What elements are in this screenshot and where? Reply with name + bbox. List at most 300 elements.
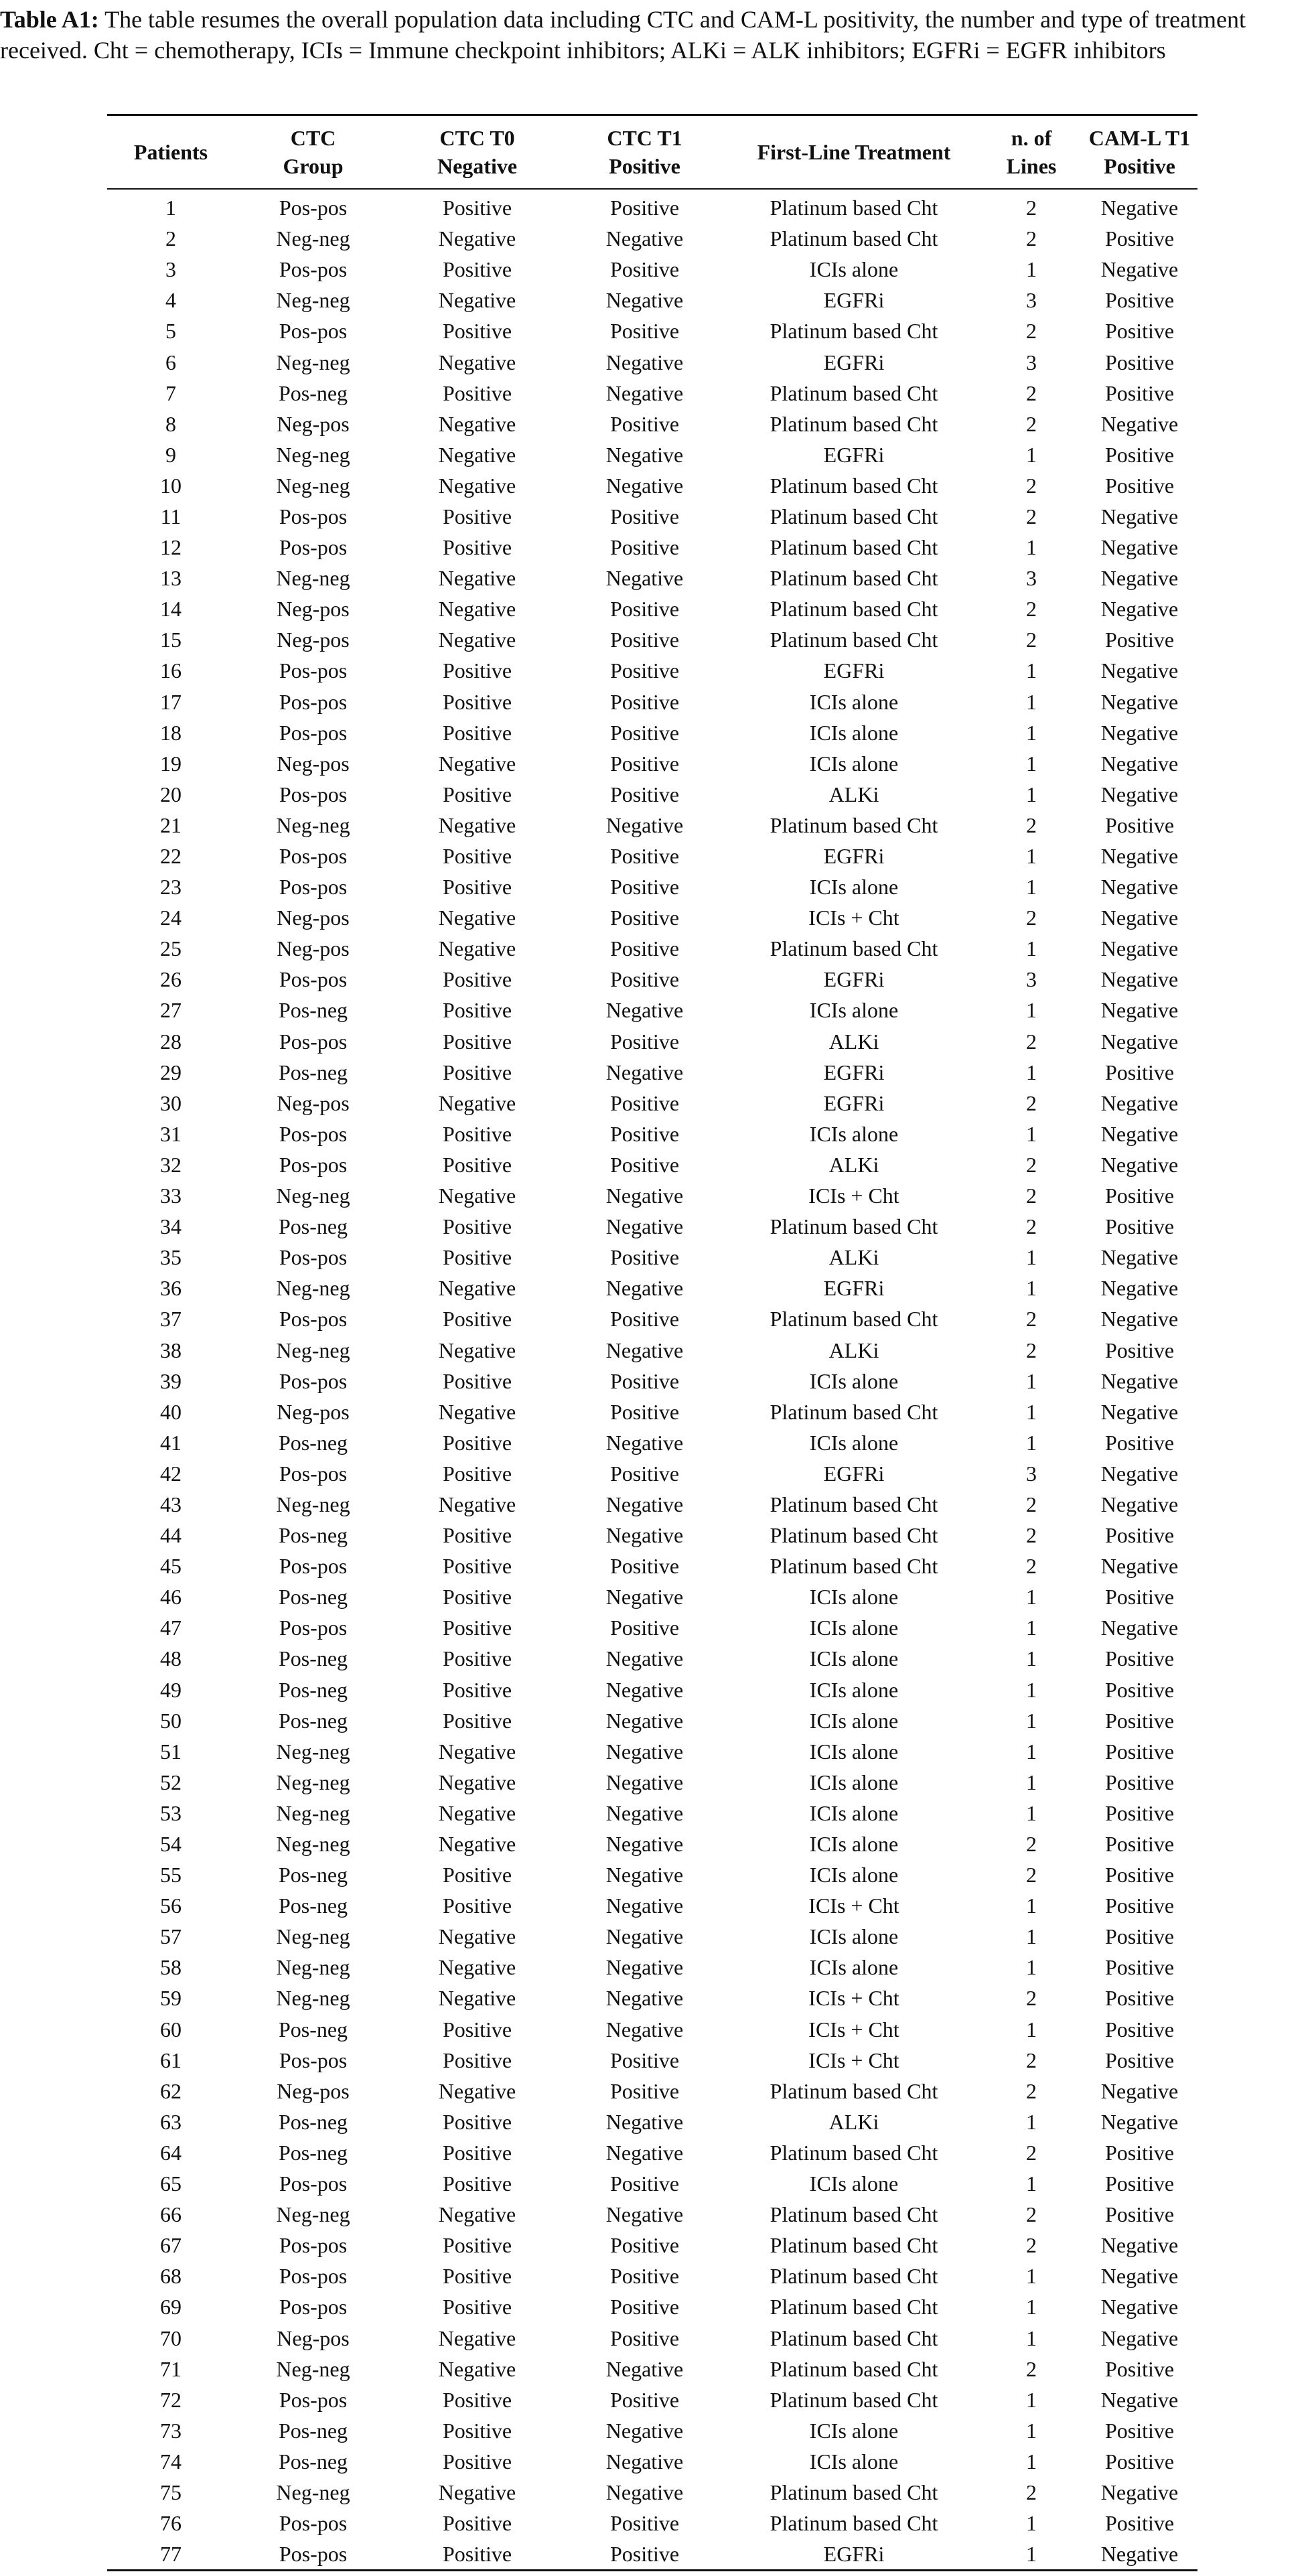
cell-first-line-treatment: Platinum based Cht	[770, 2480, 938, 2504]
cell-n-of-lines: 2	[1026, 1832, 1037, 1857]
header-line: CTC T0	[439, 126, 515, 150]
cell-patients: 8	[165, 411, 176, 436]
cell-caml-t1: Negative	[1100, 906, 1179, 930]
cell-ctc-group: Neg-neg	[276, 1770, 350, 1794]
cell-caml-t1: Negative	[1100, 782, 1179, 806]
cell-n-of-lines: 1	[1026, 1368, 1037, 1393]
table-row	[107, 2106, 1197, 2137]
cell-n-of-lines: 1	[1026, 1276, 1037, 1301]
cell-patients: 67	[160, 2233, 181, 2258]
cell-ctc-group: Pos-pos	[279, 782, 348, 806]
cell-ctc-group: Neg-pos	[277, 597, 350, 622]
cell-first-line-treatment: Platinum based Cht	[770, 226, 938, 251]
cell-first-line-treatment: ICIs alone	[809, 1616, 899, 1640]
cell-ctc-t0: Positive	[442, 1121, 512, 1146]
cell-n-of-lines: 2	[1026, 1863, 1037, 1887]
cell-first-line-treatment: ICIs alone	[809, 1121, 899, 1146]
cell-first-line-treatment: Platinum based Cht	[770, 535, 938, 560]
cell-ctc-group: Pos-pos	[279, 2542, 348, 2567]
cell-caml-t1: Positive	[1104, 2356, 1175, 2381]
cell-patients: 53	[160, 1800, 181, 1825]
cell-ctc-t0: Positive	[442, 1245, 512, 1270]
cell-ctc-group: Neg-neg	[276, 1986, 350, 2011]
cell-n-of-lines: 1	[1026, 720, 1037, 745]
cell-ctc-group: Pos-pos	[279, 196, 348, 220]
cell-patients: 64	[160, 2140, 181, 2165]
cell-patients: 27	[160, 998, 181, 1023]
table-body	[107, 189, 1197, 2571]
cell-caml-t1: Positive	[1104, 812, 1175, 837]
cell-ctc-t0: Positive	[442, 2264, 512, 2289]
cell-caml-t1: Positive	[1104, 1924, 1175, 1949]
cell-ctc-t0: Negative	[438, 906, 516, 930]
table-row	[107, 2322, 1197, 2353]
cell-ctc-group: Neg-neg	[276, 473, 350, 498]
cell-first-line-treatment: Platinum based Cht	[770, 2264, 938, 2289]
cell-ctc-group: Pos-pos	[279, 689, 348, 714]
cell-patients: 66	[160, 2202, 181, 2227]
cell-n-of-lines: 2	[1026, 628, 1037, 652]
cell-first-line-treatment: ICIs alone	[809, 689, 899, 714]
cell-first-line-treatment: ICIs alone	[809, 2449, 899, 2474]
cell-ctc-group: Pos-neg	[278, 1585, 348, 1609]
cell-ctc-t1: Positive	[609, 844, 680, 869]
cell-n-of-lines: 2	[1026, 2048, 1037, 2072]
cell-n-of-lines: 1	[1026, 2511, 1037, 2536]
cell-ctc-t0: Negative	[438, 288, 516, 313]
cell-ctc-group: Pos-pos	[279, 319, 348, 344]
table-row	[107, 501, 1197, 532]
cell-first-line-treatment: ICIs + Cht	[808, 906, 899, 930]
cell-ctc-t0: Negative	[438, 936, 516, 961]
cell-n-of-lines: 1	[1026, 844, 1037, 869]
header-line: Patients	[133, 140, 208, 164]
cell-ctc-group: Pos-pos	[279, 1152, 348, 1177]
cell-first-line-treatment: EGFRi	[823, 350, 885, 374]
cell-first-line-treatment: Platinum based Cht	[770, 628, 938, 652]
cell-ctc-t0: Negative	[438, 350, 516, 374]
cell-ctc-t1: Negative	[605, 2356, 684, 2381]
cell-ctc-group: Pos-pos	[279, 2295, 348, 2319]
cell-n-of-lines: 2	[1026, 1338, 1037, 1362]
cell-ctc-group: Pos-neg	[278, 1214, 348, 1239]
cell-n-of-lines: 1	[1026, 1121, 1037, 1146]
cell-patients: 68	[160, 2264, 181, 2289]
cell-n-of-lines: 1	[1026, 2325, 1037, 2350]
cell-patients: 38	[160, 1338, 181, 1362]
cell-first-line-treatment: Platinum based Cht	[770, 411, 938, 436]
cell-ctc-group: Neg-neg	[276, 1492, 350, 1516]
cell-first-line-treatment: ICIs alone	[809, 1924, 899, 1949]
cell-ctc-t0: Positive	[442, 1677, 512, 1702]
cell-caml-t1: Negative	[1100, 998, 1179, 1023]
cell-first-line-treatment: ICIs alone	[809, 1677, 899, 1702]
cell-patients: 20	[160, 782, 181, 806]
table-row	[107, 1581, 1197, 1612]
cell-n-of-lines: 1	[1026, 257, 1037, 282]
cell-ctc-group: Pos-pos	[279, 1307, 348, 1332]
cell-ctc-group: Pos-pos	[279, 2511, 348, 2536]
cell-ctc-t0: Negative	[438, 2202, 516, 2227]
cell-ctc-t1: Positive	[609, 1152, 680, 1177]
cell-ctc-t0: Negative	[438, 1338, 516, 1362]
cell-ctc-t1: Positive	[609, 1029, 680, 1054]
cell-ctc-t1: Negative	[605, 350, 684, 374]
cell-ctc-t1: Negative	[605, 2418, 684, 2443]
cell-n-of-lines: 2	[1026, 1090, 1037, 1115]
table-row	[107, 871, 1197, 902]
cell-ctc-t1: Negative	[605, 1523, 684, 1548]
cell-ctc-t0: Negative	[438, 2356, 516, 2381]
cell-ctc-t0: Positive	[442, 1060, 512, 1084]
cell-ctc-group: Neg-neg	[276, 566, 350, 591]
cell-ctc-t0: Negative	[438, 1986, 516, 2011]
cell-n-of-lines: 1	[1026, 2449, 1037, 2474]
cell-ctc-t1: Positive	[609, 597, 680, 622]
cell-ctc-t0: Negative	[438, 628, 516, 652]
cell-ctc-t1: Positive	[609, 1554, 680, 1579]
table-row	[107, 470, 1197, 501]
cell-ctc-t1: Negative	[605, 442, 684, 467]
cell-patients: 48	[160, 1646, 181, 1671]
cell-patients: 18	[160, 720, 181, 745]
cell-ctc-t0: Positive	[442, 1430, 512, 1455]
cell-ctc-t0: Positive	[442, 196, 512, 220]
cell-n-of-lines: 2	[1026, 906, 1037, 930]
cell-n-of-lines: 1	[1026, 782, 1037, 806]
header-n-of-lines	[981, 115, 1082, 190]
cell-patients: 52	[160, 1770, 181, 1794]
cell-patients: 23	[160, 875, 181, 900]
cell-ctc-t0: Negative	[438, 1924, 516, 1949]
cell-ctc-group: Pos-pos	[279, 1121, 348, 1146]
cell-ctc-t1: Negative	[605, 1492, 684, 1516]
cell-ctc-t0: Positive	[442, 2295, 512, 2319]
cell-ctc-t1: Negative	[605, 1214, 684, 1239]
table-row	[107, 439, 1197, 470]
table-row	[107, 1242, 1197, 1273]
table-row	[107, 1180, 1197, 1211]
cell-ctc-group: Pos-pos	[279, 2048, 348, 2072]
cell-n-of-lines: 2	[1026, 1523, 1037, 1548]
cell-caml-t1: Negative	[1100, 2233, 1179, 2258]
cell-ctc-t0: Positive	[442, 319, 512, 344]
cell-patients: 70	[160, 2325, 181, 2350]
table-row	[107, 2384, 1197, 2415]
cell-first-line-treatment: EGFRi	[823, 288, 885, 313]
cell-first-line-treatment: ALKi	[828, 1029, 879, 1054]
cell-ctc-group: Neg-pos	[277, 411, 350, 436]
cell-n-of-lines: 2	[1026, 2202, 1037, 2227]
table-row	[107, 1798, 1197, 1829]
cell-patients: 62	[160, 2078, 181, 2103]
cell-n-of-lines: 2	[1026, 319, 1037, 344]
cell-caml-t1: Negative	[1100, 751, 1179, 776]
cell-caml-t1: Negative	[1100, 875, 1179, 900]
cell-ctc-t0: Positive	[442, 782, 512, 806]
cell-patients: 33	[160, 1184, 181, 1208]
header-line: Positive	[1104, 154, 1175, 178]
cell-caml-t1: Positive	[1104, 1585, 1175, 1609]
cell-first-line-treatment: Platinum based Cht	[770, 2078, 938, 2103]
table-row	[107, 593, 1197, 624]
table-row	[107, 2199, 1197, 2230]
cell-ctc-t1: Positive	[609, 1245, 680, 1270]
cell-n-of-lines: 1	[1026, 1646, 1037, 1671]
cell-caml-t1: Negative	[1100, 1276, 1179, 1301]
cell-patients: 21	[160, 812, 181, 837]
cell-patients: 17	[160, 689, 181, 714]
cell-ctc-t1: Negative	[605, 1986, 684, 2011]
cell-patients: 77	[160, 2542, 181, 2567]
cell-patients: 40	[160, 1399, 181, 1424]
cell-ctc-group: Neg-neg	[276, 1924, 350, 1949]
cell-caml-t1: Negative	[1100, 257, 1179, 282]
cell-caml-t1: Negative	[1100, 1616, 1179, 1640]
cell-patients: 32	[160, 1152, 181, 1177]
cell-patients: 44	[160, 1523, 181, 1548]
cell-patients: 15	[160, 628, 181, 652]
cell-caml-t1: Positive	[1104, 1523, 1175, 1548]
cell-n-of-lines: 1	[1026, 689, 1037, 714]
table-row	[107, 1273, 1197, 1303]
cell-ctc-t0: Positive	[442, 1029, 512, 1054]
cell-patients: 56	[160, 1893, 181, 1918]
cell-caml-t1: Negative	[1100, 658, 1179, 683]
cell-ctc-t0: Positive	[442, 2109, 512, 2134]
cell-first-line-treatment: Platinum based Cht	[770, 1523, 938, 1548]
cell-caml-t1: Positive	[1104, 2048, 1175, 2072]
cell-patients: 45	[160, 1554, 181, 1579]
cell-ctc-t1: Negative	[605, 1739, 684, 1764]
table-row	[107, 2446, 1197, 2477]
table-row	[107, 1427, 1197, 1458]
cell-ctc-group: Pos-pos	[279, 720, 348, 745]
cell-ctc-t1: Negative	[605, 2480, 684, 2504]
cell-ctc-t0: Positive	[442, 380, 512, 405]
cell-ctc-t1: Positive	[609, 2233, 680, 2258]
cell-ctc-t1: Negative	[605, 380, 684, 405]
cell-first-line-treatment: Platinum based Cht	[770, 2295, 938, 2319]
cell-ctc-t1: Positive	[609, 196, 680, 220]
cell-caml-t1: Positive	[1104, 1955, 1175, 1980]
table-row	[107, 1829, 1197, 1859]
cell-first-line-treatment: Platinum based Cht	[770, 2511, 938, 2536]
table-row	[107, 1119, 1197, 1149]
cell-ctc-t1: Positive	[609, 319, 680, 344]
header-line: CTC T1	[607, 126, 682, 150]
cell-ctc-group: Neg-pos	[277, 936, 350, 961]
cell-patients: 22	[160, 844, 181, 869]
cell-ctc-group: Neg-neg	[276, 2480, 350, 2504]
cell-n-of-lines: 2	[1026, 1184, 1037, 1208]
cell-ctc-t0: Negative	[438, 1800, 516, 1825]
cell-ctc-t0: Positive	[442, 1585, 512, 1609]
cell-ctc-t0: Negative	[438, 1090, 516, 1115]
cell-ctc-t1: Positive	[609, 2048, 680, 2072]
cell-ctc-t1: Positive	[609, 2511, 680, 2536]
cell-first-line-treatment: ICIs alone	[809, 1863, 899, 1887]
cell-ctc-group: Pos-pos	[279, 535, 348, 560]
cell-first-line-treatment: ALKi	[828, 1338, 879, 1362]
cell-first-line-treatment: ICIs alone	[809, 998, 899, 1023]
cell-ctc-t0: Positive	[442, 1461, 512, 1486]
cell-patients: 42	[160, 1461, 181, 1486]
header-ctc-group	[234, 115, 392, 190]
cell-first-line-treatment: ICIs alone	[809, 1800, 899, 1825]
caption-text: The table resumes the overall population data including CTC and CAM-L positivity, the number and type of treatment received. Cht = chemotherapy, ICIs = Immune checkpoint inhibitors; ALKi = ALK inhibitors; EGFRi = EGFR inhibitors	[0, 6, 1246, 64]
cell-n-of-lines: 3	[1026, 350, 1037, 374]
cell-ctc-group: Neg-neg	[276, 1832, 350, 1857]
cell-first-line-treatment: Platinum based Cht	[770, 1214, 938, 1239]
cell-n-of-lines: 2	[1026, 1029, 1037, 1054]
cell-ctc-t1: Positive	[609, 628, 680, 652]
table-row	[107, 2415, 1197, 2446]
header-line: n. of	[1011, 126, 1052, 150]
cell-ctc-t1: Negative	[605, 2202, 684, 2227]
table-row	[107, 1458, 1197, 1489]
cell-n-of-lines: 3	[1026, 566, 1037, 591]
cell-first-line-treatment: ICIs alone	[809, 1832, 899, 1857]
cell-ctc-t0: Positive	[442, 720, 512, 745]
table-row	[107, 1952, 1197, 1983]
cell-ctc-t0: Negative	[438, 1276, 516, 1301]
cell-ctc-t0: Positive	[442, 2418, 512, 2443]
cell-patients: 24	[160, 906, 181, 930]
cell-caml-t1: Positive	[1104, 226, 1175, 251]
cell-ctc-group: Pos-neg	[278, 1677, 348, 1702]
cell-ctc-t0: Positive	[442, 2449, 512, 2474]
table-header	[107, 115, 1197, 190]
cell-patients: 3	[165, 257, 176, 282]
cell-caml-t1: Positive	[1104, 319, 1175, 344]
cell-patients: 63	[160, 2109, 181, 2134]
cell-n-of-lines: 1	[1026, 1955, 1037, 1980]
cell-ctc-t0: Negative	[438, 1184, 516, 1208]
table-row	[107, 2014, 1197, 2045]
cell-caml-t1: Negative	[1100, 2109, 1179, 2134]
cell-n-of-lines: 1	[1026, 1245, 1037, 1270]
table-row	[107, 2045, 1197, 2076]
cell-first-line-treatment: EGFRi	[823, 1461, 885, 1486]
cell-caml-t1: Negative	[1100, 2387, 1179, 2412]
cell-ctc-t0: Negative	[438, 411, 516, 436]
cell-ctc-t1: Negative	[605, 1184, 684, 1208]
header-line: First-Line Treatment	[757, 140, 951, 164]
cell-ctc-t0: Negative	[438, 1955, 516, 1980]
cell-ctc-t1: Negative	[605, 1955, 684, 1980]
cell-ctc-group: Pos-neg	[278, 1646, 348, 1671]
cell-ctc-group: Neg-neg	[276, 1276, 350, 1301]
cell-first-line-treatment: ALKi	[828, 782, 879, 806]
cell-ctc-group: Neg-neg	[276, 1800, 350, 1825]
cell-ctc-t0: Positive	[442, 998, 512, 1023]
cell-ctc-group: Pos-neg	[278, 1893, 348, 1918]
cell-ctc-t1: Negative	[605, 1893, 684, 1918]
cell-patients: 6	[165, 350, 176, 374]
cell-ctc-group: Pos-pos	[279, 967, 348, 992]
cell-caml-t1: Positive	[1104, 1060, 1175, 1084]
cell-first-line-treatment: Platinum based Cht	[770, 1307, 938, 1332]
cell-caml-t1: Positive	[1104, 350, 1175, 374]
table-row	[107, 2076, 1197, 2106]
cell-ctc-t1: Positive	[609, 720, 680, 745]
cell-n-of-lines: 2	[1026, 2140, 1037, 2165]
cell-n-of-lines: 2	[1026, 1214, 1037, 1239]
table-row	[107, 624, 1197, 655]
table-row	[107, 2477, 1197, 2508]
cell-n-of-lines: 1	[1026, 1430, 1037, 1455]
cell-n-of-lines: 2	[1026, 2356, 1037, 2381]
cell-ctc-t0: Positive	[442, 1214, 512, 1239]
cell-first-line-treatment: ICIs alone	[809, 1646, 899, 1671]
cell-n-of-lines: 2	[1026, 597, 1037, 622]
cell-ctc-group: Pos-neg	[278, 2109, 348, 2134]
cell-ctc-t0: Negative	[438, 1832, 516, 1857]
cell-n-of-lines: 2	[1026, 1307, 1037, 1332]
table-row	[107, 189, 1197, 223]
cell-ctc-group: Neg-pos	[277, 1399, 350, 1424]
cell-ctc-group: Neg-pos	[277, 751, 350, 776]
cell-patients: 7	[165, 380, 176, 405]
population-table	[107, 114, 1197, 2571]
cell-ctc-t1: Positive	[609, 2264, 680, 2289]
cell-patients: 69	[160, 2295, 181, 2319]
cell-first-line-treatment: ICIs alone	[809, 1770, 899, 1794]
cell-ctc-t0: Positive	[442, 875, 512, 900]
cell-first-line-treatment: Platinum based Cht	[770, 1399, 938, 1424]
cell-caml-t1: Negative	[1100, 597, 1179, 622]
cell-n-of-lines: 1	[1026, 535, 1037, 560]
cell-caml-t1: Positive	[1104, 1646, 1175, 1671]
cell-first-line-treatment: Platinum based Cht	[770, 380, 938, 405]
cell-ctc-t1: Negative	[605, 1585, 684, 1609]
cell-ctc-t1: Negative	[605, 1430, 684, 1455]
cell-ctc-t1: Positive	[609, 751, 680, 776]
cell-first-line-treatment: EGFRi	[823, 658, 885, 683]
cell-first-line-treatment: ICIs alone	[809, 1368, 899, 1393]
cell-n-of-lines: 1	[1026, 1770, 1037, 1794]
cell-n-of-lines: 2	[1026, 196, 1037, 220]
cell-ctc-t0: Positive	[442, 1307, 512, 1332]
cell-patients: 19	[160, 751, 181, 776]
cell-ctc-t0: Positive	[442, 2048, 512, 2072]
table-row	[107, 2291, 1197, 2322]
cell-ctc-t0: Positive	[442, 658, 512, 683]
cell-caml-t1: Positive	[1104, 2511, 1175, 2536]
cell-patients: 1	[165, 196, 176, 220]
cell-n-of-lines: 1	[1026, 2171, 1037, 2196]
cell-ctc-t1: Negative	[605, 812, 684, 837]
cell-ctc-t1: Negative	[605, 998, 684, 1023]
cell-ctc-t0: Positive	[442, 1616, 512, 1640]
cell-ctc-t1: Positive	[609, 1616, 680, 1640]
table-row	[107, 717, 1197, 748]
cell-ctc-t1: Positive	[609, 1121, 680, 1146]
cell-patients: 12	[160, 535, 181, 560]
cell-n-of-lines: 1	[1026, 1585, 1037, 1609]
cell-n-of-lines: 1	[1026, 751, 1037, 776]
cell-patients: 51	[160, 1739, 181, 1764]
cell-caml-t1: Positive	[1104, 1986, 1175, 2011]
header-line: Positive	[609, 154, 680, 178]
header-caml-t1	[1082, 115, 1197, 190]
cell-n-of-lines: 1	[1026, 442, 1037, 467]
table-row	[107, 1057, 1197, 1088]
cell-ctc-t1: Positive	[609, 2387, 680, 2412]
cell-first-line-treatment: Platinum based Cht	[770, 2140, 938, 2165]
cell-caml-t1: Negative	[1100, 1492, 1179, 1516]
